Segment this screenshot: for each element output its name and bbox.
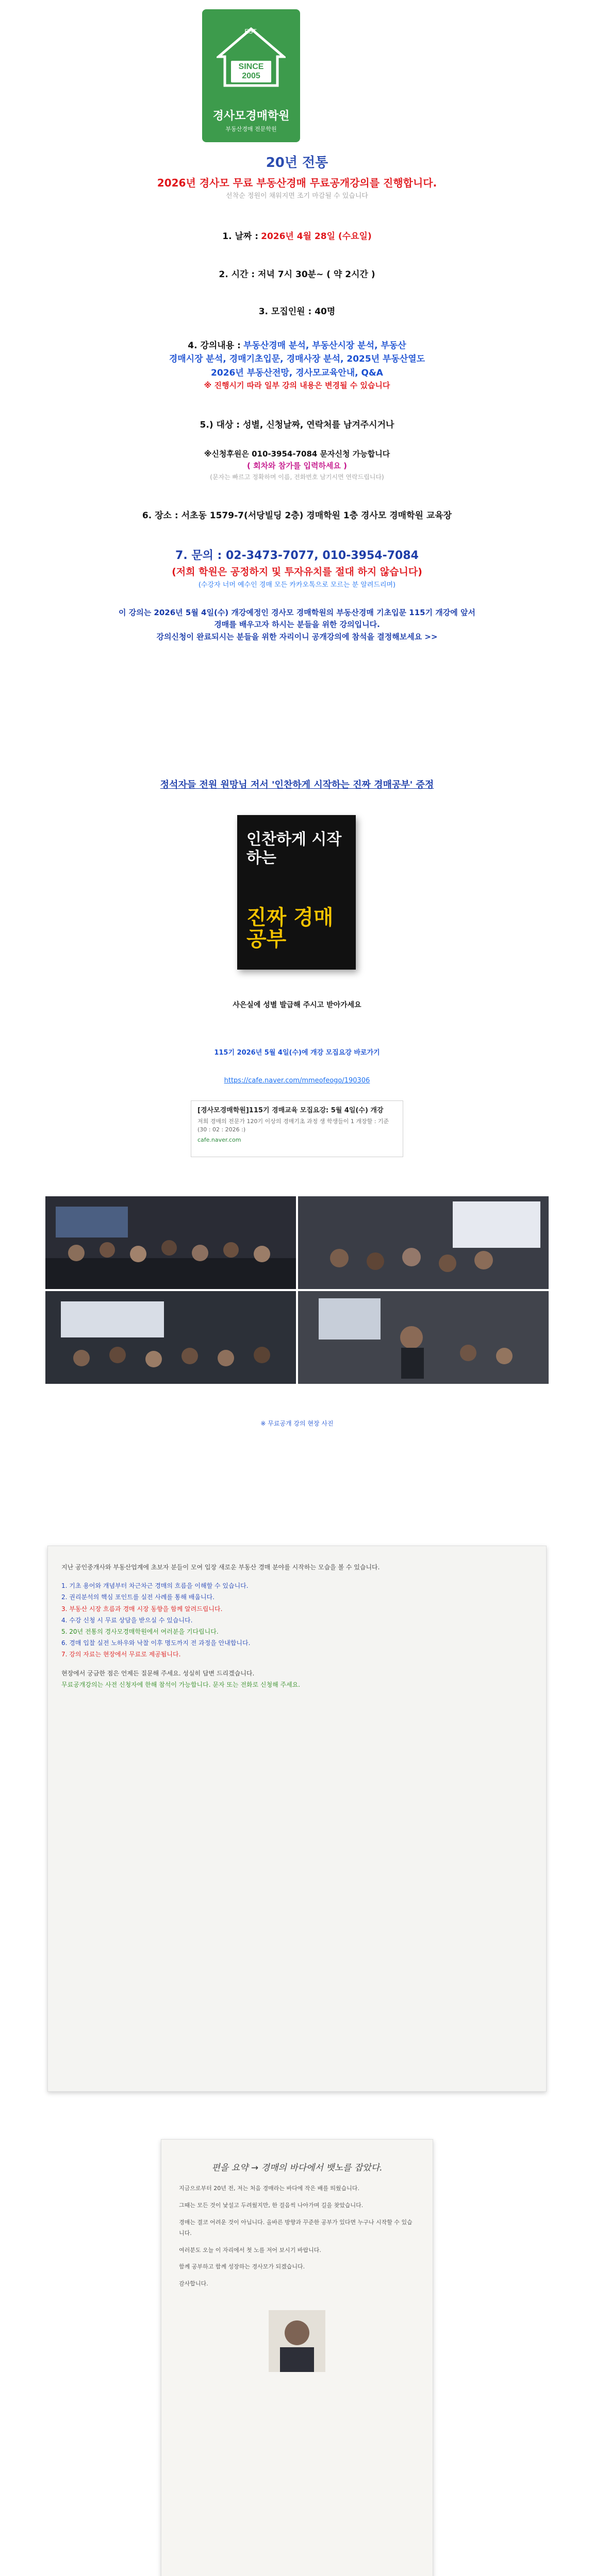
topic-note: ※ 진행시기 따라 일부 강의 내용은 변경될 수 있습니다 (204, 381, 390, 391)
promo-line3: 강의신청이 완료되시는 분들을 위한 자리이니 공개강의에 참석을 결정해보세요 >> (156, 632, 438, 641)
intro-title: 20년 전통 (266, 155, 328, 171)
intro-headline-block (0, 175, 594, 201)
date-label: 1. 날짜 : (222, 231, 259, 242)
letter-p6: 감사합니다. (179, 2280, 208, 2287)
letter-p3: 경매는 결코 어려운 것이 아닙니다. 올바른 방향과 꾸준한 공부가 있다면 누구나 시작할 수 있습니다. (179, 2218, 412, 2236)
target-text: 5.) 대상 : 성별, 신청날짜, 연락처를 남겨주시거나 (200, 420, 394, 430)
schedule-line[interactable]: 115기 2026년 5월 4일(수)에 개강 모집요강 바로가기 (214, 1049, 380, 1057)
notice-p3: 2. 권리분석의 핵심 포인트를 실전 사례를 통해 배웁니다. (61, 1594, 214, 1601)
academy-logo (202, 9, 300, 142)
book-title-top: 인찬하게 시작하는 (246, 831, 342, 867)
book-caption-block (0, 998, 594, 1011)
time-text: 2. 시간 : 저녁 7시 30분~ ( 약 2시간 ) (219, 269, 375, 280)
detail-apply (0, 448, 594, 482)
detail-time (0, 268, 594, 281)
link-card-desc: 저희 경매의 전문가 120기 이상의 경매기초 과정 생 학생들이 1 개장할 : 기준(30 : 02 : 2026 :) (197, 1118, 389, 1133)
lecture-photo-1 (45, 1196, 296, 1289)
topic-line3: 2026년 부동산전망, 경사모교육안내, Q&A (211, 367, 383, 378)
letter-p1: 지금으로부터 20년 전, 저는 처음 경매라는 바다에 작은 배를 띄웠습니다. (179, 2185, 359, 2192)
promo-line1: 이 강의는 2026년 5월 4일(수) 개강예정인 경사모 경매학원의 부동산경매 기초입문 115기 개강에 앞서 (119, 608, 475, 617)
apply-line2: ( 회차와 참가를 입력하세요 ) (247, 461, 347, 471)
date-value: 2026년 4월 28일 (수요일) (261, 231, 372, 242)
detail-capacity (0, 305, 594, 318)
book-heading-block (0, 778, 594, 792)
notice-p1: 지난 공인중개사와 부동산업계에 초보자 분들이 모여 입장 새로운 부동산 경매 분야를 시작하는 모습을 볼 수 있습니다. (61, 1564, 380, 1571)
promo-line2: 경매를 배우고자 하시는 분들을 위한 강의입니다. (214, 620, 380, 630)
lecture-photo-3-art (45, 1291, 296, 1384)
link-card-url: cafe.naver.com (197, 1136, 241, 1143)
link-preview-card[interactable] (191, 1100, 403, 1157)
photo-caption-block (0, 1417, 594, 1430)
contact-note: (저희 학원은 공정하지 및 투자유치를 절대 하지 않습니다) (172, 566, 422, 578)
notice-p9: 현장에서 궁금한 점은 언제든 질문해 주세요. 성실히 답변 드리겠습니다. (61, 1669, 255, 1677)
notice-p5: 4. 수강 신청 시 무료 상담을 받으실 수 있습니다. (61, 1616, 193, 1624)
logo-tagline: 부동산경매 전문학원 (225, 126, 277, 132)
schedule-link[interactable]: https://cafe.naver.com/mmeofeogo/190306 (224, 1077, 370, 1084)
place-text: 6. 장소 : 서초동 1579-7(서당빌딩 2층) 경매학원 1층 경사모 경매학원 교육장 (142, 511, 452, 521)
promo-block (0, 607, 594, 643)
topic-label: 4. 강의내용 : (188, 341, 241, 351)
photo-caption: ※ 무료공개 강의 현장 사진 (260, 1420, 334, 1427)
letter-p5: 함께 공부하고 함께 성장하는 경사모가 되겠습니다. (179, 2263, 305, 2270)
logo-since-badge: SINCE 2005 (231, 61, 271, 82)
detail-place (0, 509, 594, 522)
notice-p10: 무료공개강의는 사전 신청자에 한해 참석이 가능합니다. 문자 또는 전화로 신청해 주세요. (61, 1681, 301, 1688)
apply-line1: ※신청후원은 010-3954-7084 문자신청 가능합니다 (204, 449, 390, 459)
intro-headline: 2026년 경사모 무료 부동산경매 무료공개강의를 진행합니다. (157, 177, 437, 189)
intro-title-block (0, 152, 594, 173)
detail-topic (0, 339, 594, 392)
book-title-main: 진짜 경매공부 (246, 906, 334, 951)
logo-est: EST. (244, 28, 258, 35)
topic-line2: 경매시장 분석, 경매기초입문, 경매사장 분석, 2025년 부동산열도 (169, 354, 425, 365)
link-card-title: [경사모경매학원]115기 경매교육 모집요강: 5월 4일(수) 개강 (197, 1107, 384, 1114)
book-caption: 사은실에 성별 발급해 주시고 받아가세요 (233, 1001, 361, 1009)
notice-p8: 7. 강의 자료는 현장에서 무료로 제공됩니다. (61, 1651, 181, 1658)
lecture-photo-2 (298, 1196, 549, 1289)
lecture-photo-4-art (298, 1291, 549, 1384)
notice-p7: 6. 경매 입찰 실전 노하우와 낙찰 이후 명도까지 전 과정을 안내합니다. (61, 1639, 251, 1647)
intro-subtext: 선착순 정원이 채워지면 조기 마감될 수 있습니다 (226, 192, 368, 200)
contact-sub: (수강자 너머 예수인 경매 모든 카카오톡으로 모르는 분 알려드리며) (198, 581, 396, 589)
schedule-block (0, 1048, 594, 1058)
logo-name: 경사모경매학원 (212, 110, 290, 123)
capacity-text: 3. 모집인원 : 40명 (258, 307, 336, 317)
notice-p2: 1. 기초 용어와 개념부터 차근차근 경매의 흐름을 이해할 수 있습니다. (61, 1582, 249, 1590)
author-portrait (269, 2310, 325, 2372)
notice-box (47, 1546, 547, 2092)
book-cover-image (237, 815, 356, 970)
detail-contact (0, 547, 594, 590)
lecture-photo-2-art (298, 1196, 549, 1289)
notice-p4: 3. 부동산 시장 흐름과 경매 시장 동향을 함께 알려드립니다. (61, 1605, 223, 1613)
schedule-link-block (0, 1074, 594, 1087)
detail-target (0, 418, 594, 432)
topic-line1: 부동산경매 분석, 부동산시장 분석, 부동산 (243, 341, 406, 351)
book-heading: 정석자들 전원 원망님 저서 '인찬하게 시작하는 진짜 경매공부' 증정 (160, 779, 434, 790)
contact-label: 7. 문의 : 02-3473-7077, 010-3954-7084 (175, 549, 419, 562)
letter-p2: 그때는 모든 것이 낯설고 두려웠지만, 한 걸음씩 나아가며 길을 찾았습니다. (179, 2201, 364, 2209)
detail-date (0, 230, 594, 243)
apply-line3: (문자는 빠르고 정확하며 이름, 전화번호 남기시면 연락드립니다) (210, 473, 384, 481)
letter-box (161, 2139, 433, 2576)
notice-p6: 5. 20년 전통의 경사모경매학원에서 여러분을 기다립니다. (61, 1628, 219, 1635)
lecture-photo-3 (45, 1291, 296, 1384)
letter-heading: 편을 요약 → 경매의 바다에서 뱃노를 잡았다. (211, 2163, 383, 2173)
lecture-photo-4 (298, 1291, 549, 1384)
letter-p4: 여러분도 오늘 이 자리에서 첫 노를 저어 보시기 바랍니다. (179, 2246, 321, 2253)
lecture-photo-1-art (45, 1196, 296, 1289)
